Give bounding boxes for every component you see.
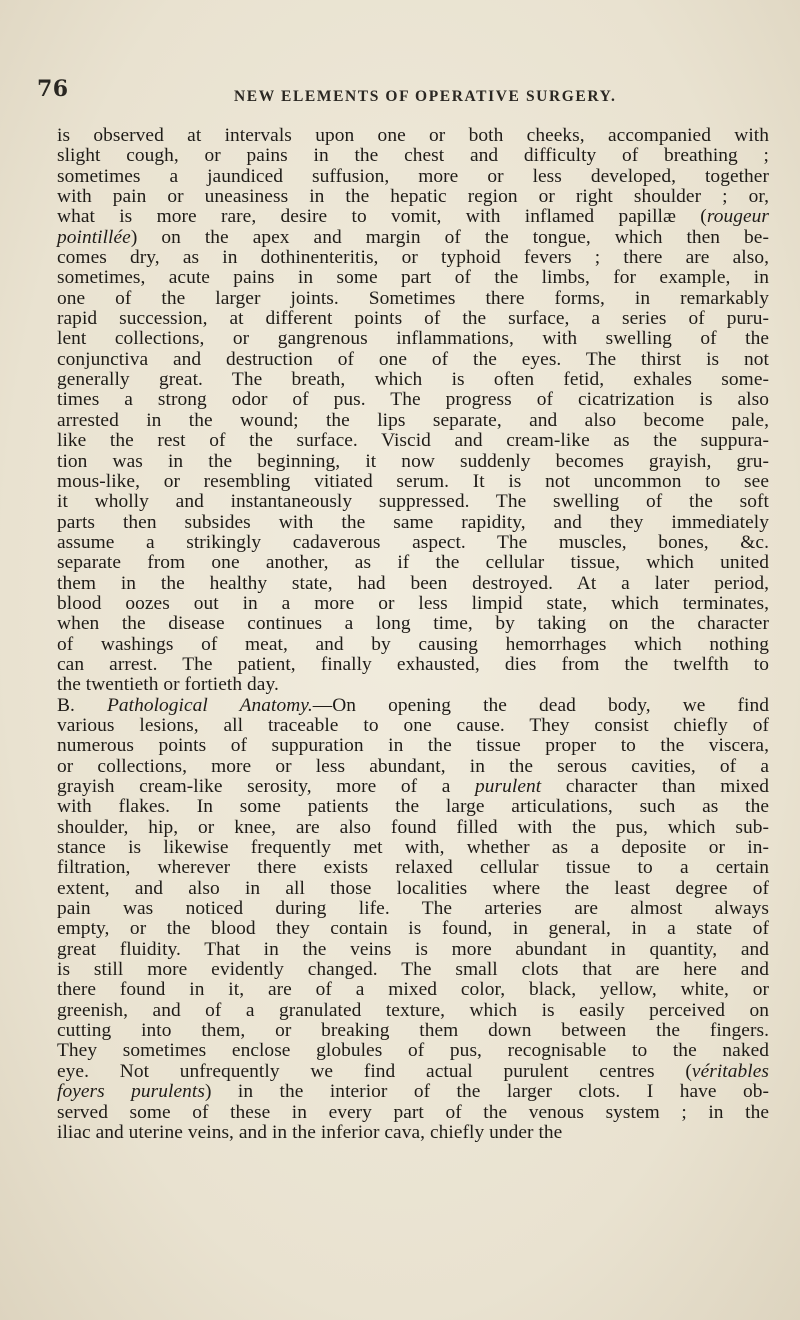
text-line [57,940,769,960]
text-line [57,452,769,472]
text-line [57,614,769,634]
text-run: filtration, wherever there exists relaxed cellular tissue to a certain [57,857,769,879]
text-run: tion was in the beginning, it now suddenly becomes grayish, gru- [57,450,769,472]
text-run: times a strong odor of pus. The progress of cicatrization is also [57,389,769,411]
text-run: with flakes. In some patients the large articulations, such as the [57,796,769,818]
text-run: blood oozes out in a more or less limpid state, which terminates, [57,592,769,614]
text-run: grayish cream-like serosity, more of a [57,776,476,797]
text-line [57,187,769,207]
text-run: one of the larger joints. Sometimes there forms, in remarkably [57,287,769,309]
text-line [57,574,769,594]
text-run: character than mixed [541,776,769,797]
text-line [57,777,769,797]
page-number: 76 [37,76,69,102]
text-run: sometimes a jaundiced suffusion, more or less developed, together [57,165,769,187]
text-line [57,757,769,777]
text-line [57,533,769,553]
text-run: greenish, and of a granulated texture, which is easily perceived on [57,999,769,1021]
text-run: the twentieth or fortieth day. [57,674,279,696]
italic-run: foyers purulents [57,1081,205,1103]
text-run: arrested in the wound; the lips separate, and also become pale, [57,409,769,431]
text-run: generally great. The breath, which is often fetid, exhales some- [57,369,769,391]
text-line [57,675,769,695]
text-line [57,390,769,410]
text-line [57,1021,769,1041]
text-run: various lesions, all traceable to one cause. They consist chiefly of [57,714,769,736]
text-run: stance is likewise frequently met with, whether as a deposite or in- [57,837,769,859]
text-line [57,1041,769,1061]
text-line [57,797,769,817]
text-line [57,167,769,187]
text-line [57,1123,769,1143]
text-run: of washings of meat, and by causing hemorrhages which nothing [57,633,769,655]
text-run: eye. Not unfrequently we find actual purulent centres ( [57,1060,692,1082]
running-head: NEW ELEMENTS OF OPERATIVE SURGERY. [234,88,617,105]
text-line [57,1082,769,1102]
text-run: conjunctiva and destruction of one of the eyes. The thirst is not [57,348,769,370]
text-line [57,818,769,838]
text-line [57,960,769,980]
text-run: They sometimes enclose globules of pus, recognisable to the naked [57,1040,769,1062]
text-line [57,1001,769,1021]
text-line [57,553,769,573]
text-run: comes dry, as in dothinenteritis, or typhoid fevers ; there are also, [57,247,769,269]
text-run: cutting into them, or breaking them down between the fingers. [57,1020,769,1042]
italic-run: purulent [475,776,542,797]
text-run: shoulder, hip, or knee, are also found filled with the pus, which sub- [57,816,769,838]
text-line [57,696,769,716]
text-run: empty, or the blood they contain is found, in general, in a state of [57,918,769,940]
italic-run: pointillée [57,226,131,248]
text-line [57,329,769,349]
text-run: is observed at intervals upon one or both cheeks, accompanied with [57,125,769,146]
text-line [57,879,769,899]
text-line [57,716,769,736]
text-line [57,1062,769,1082]
text-line [57,228,769,248]
body-text [57,126,769,1143]
text-run: mous-like, or resembling vitiated serum. It is not uncommon to see [57,470,769,492]
text-run: or collections, more or less abundant, in the serous cavities, of a [57,755,769,777]
text-line [57,472,769,492]
text-run: slight cough, or pains in the chest and difficulty of breathing ; [57,145,769,167]
text-run: lent collections, or gangrenous inflammations, with swelling of the [57,328,769,350]
text-run: sometimes, acute pains in some part of the limbs, for example, in [57,267,769,289]
text-run: assume a strikingly cadaverous aspect. The muscles, bones, &c. [57,531,769,553]
text-line [57,899,769,919]
text-run: extent, and also in all those localities where the least degree of [57,877,769,899]
text-run: it wholly and instantaneously suppressed. The swelling of the soft [57,491,769,513]
text-line [57,309,769,329]
text-run: —On opening the dead body, we find [312,694,769,716]
text-line [57,736,769,756]
text-run: separate from one another, as if the cellular tissue, which united [57,552,769,574]
text-run: what is more rare, desire to vomit, with inflamed papillæ ( [57,206,707,228]
text-run: ) on the apex and margin of the tongue, which then be- [130,226,769,248]
text-line [57,513,769,533]
text-run: pain was noticed during life. The arteries are almost always [57,898,769,920]
text-line [57,492,769,512]
text-line [57,858,769,878]
text-line [57,350,769,370]
text-run: ) in the interior of the larger clots. I have ob- [204,1081,769,1103]
text-line [57,248,769,268]
text-line [57,126,769,146]
text-run: iliac and uterine veins, and in the inferior cava, chiefly under the [57,1121,563,1143]
text-line [57,431,769,451]
text-line [57,635,769,655]
italic-run: véritables [691,1060,769,1082]
text-run: there found in it, are of a mixed color, black, yellow, white, or [57,979,769,1001]
text-run: rapid succession, at different points of the surface, a series of puru- [57,308,769,330]
text-line [57,655,769,675]
text-line [57,370,769,390]
text-line [57,1103,769,1123]
text-line [57,594,769,614]
text-run: great fluidity. That in the veins is more abundant in quantity, and [57,938,769,960]
text-run: them in the healthy state, had been destroyed. At a later period, [57,572,769,594]
text-line [57,411,769,431]
italic-run: Pathological Anatomy. [106,694,313,716]
text-run: parts then subsides with the same rapidity, and they immediately [57,511,769,533]
text-run: numerous points of suppuration in the tissue proper to the viscera, [57,735,769,757]
text-line [57,980,769,1000]
text-run: can arrest. The patient, finally exhausted, dies from the twelfth to [57,653,769,675]
text-line [57,289,769,309]
text-run: is still more evidently changed. The small clots that are here and [57,959,769,981]
text-run: with pain or uneasiness in the hepatic region or right shoulder ; or, [57,186,769,208]
text-line [57,919,769,939]
text-line [57,207,769,227]
text-line [57,146,769,166]
text-line [57,838,769,858]
text-run: when the disease continues a long time, by taking on the character [57,613,769,635]
italic-run: rougeur [706,206,769,228]
text-run: served some of these in every part of the venous system ; in the [57,1101,769,1123]
text-line [57,268,769,288]
text-run: like the rest of the surface. Viscid and cream-like as the suppura- [57,430,769,452]
text-run: B. [57,694,107,716]
